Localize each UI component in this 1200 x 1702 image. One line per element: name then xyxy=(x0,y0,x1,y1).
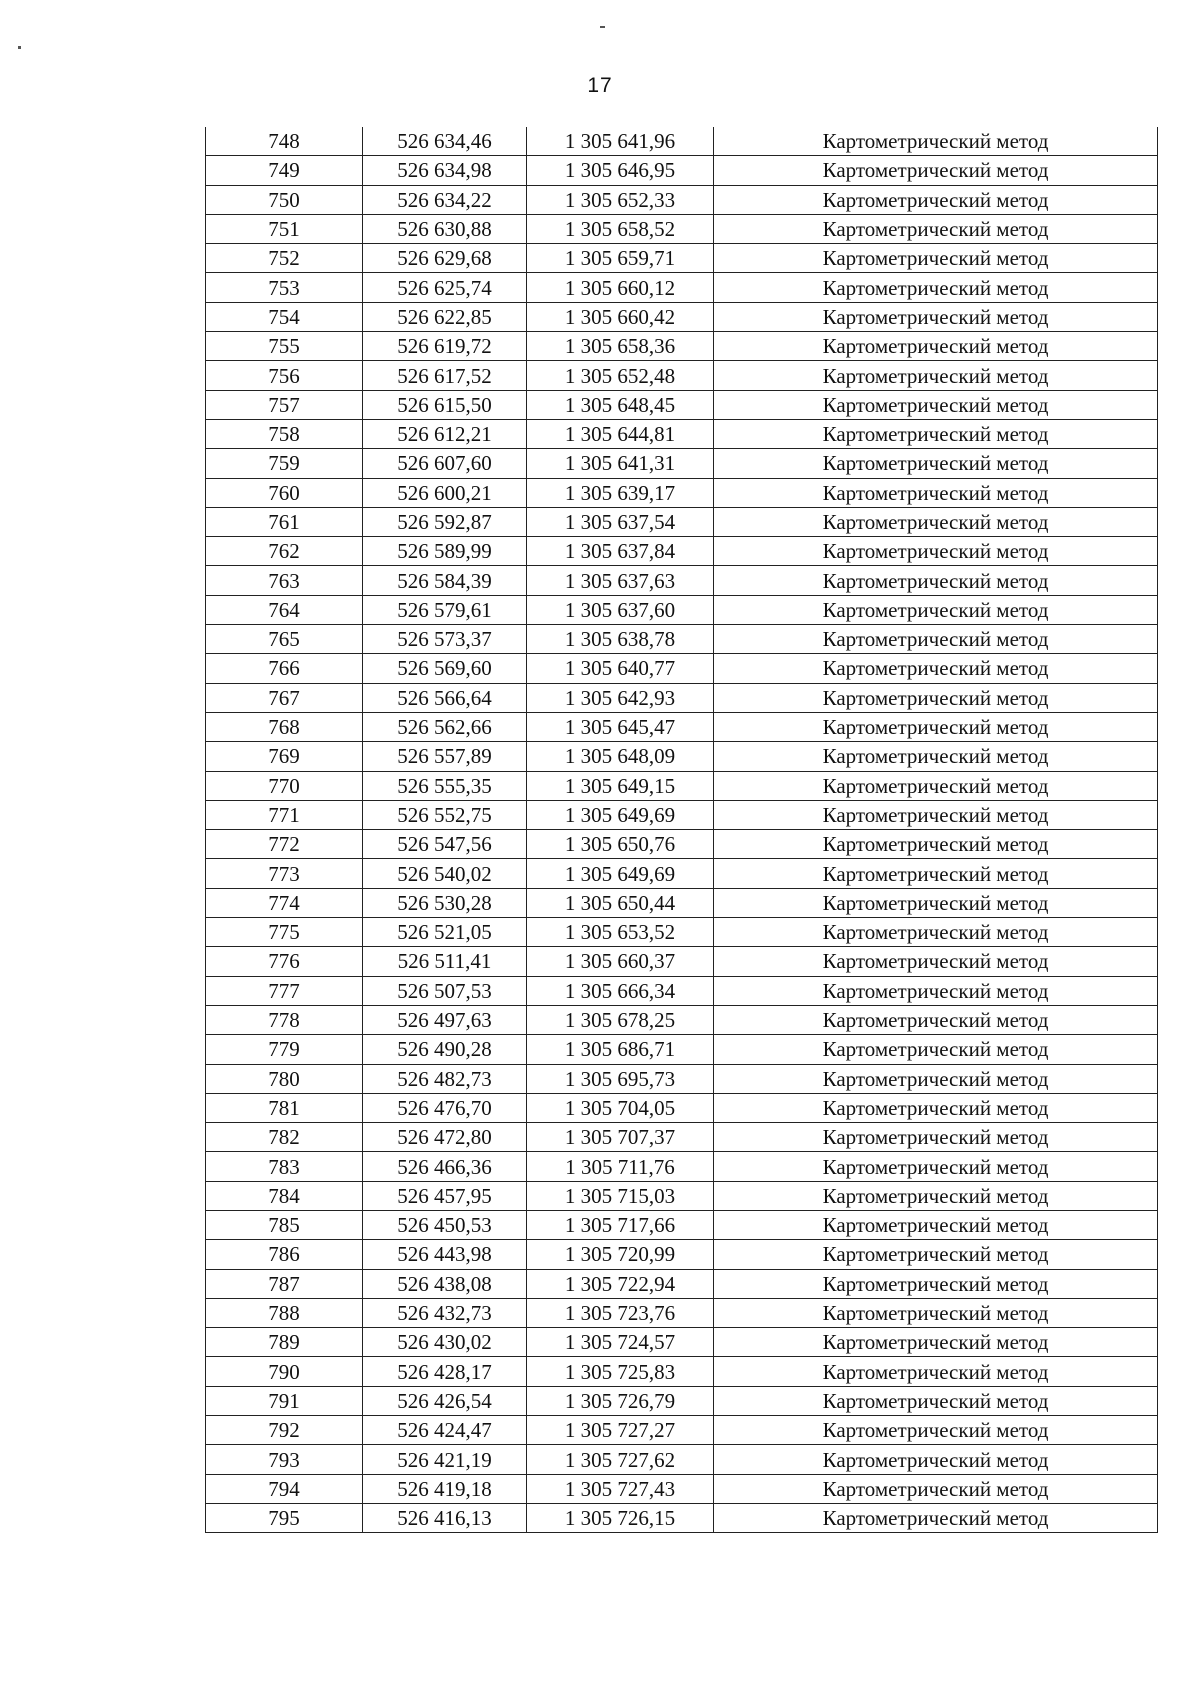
point-number-cell: 786 xyxy=(206,1240,363,1269)
x-coordinate-cell: 526 521,05 xyxy=(363,918,527,947)
table-row xyxy=(206,771,1158,800)
table-row xyxy=(206,1357,1158,1386)
method-cell: Картометрический метод xyxy=(714,976,1158,1005)
y-coordinate-cell: 1 305 658,52 xyxy=(527,214,714,243)
x-coordinate-cell: 526 592,87 xyxy=(363,507,527,536)
table-row xyxy=(206,1123,1158,1152)
method-cell: Картометрический метод xyxy=(714,1064,1158,1093)
method-cell: Картометрический метод xyxy=(714,771,1158,800)
y-coordinate-cell: 1 305 722,94 xyxy=(527,1269,714,1298)
y-coordinate-cell: 1 305 641,96 xyxy=(527,127,714,156)
method-cell: Картометрический метод xyxy=(714,127,1158,156)
x-coordinate-cell: 526 482,73 xyxy=(363,1064,527,1093)
table-row xyxy=(206,859,1158,888)
point-number-cell: 767 xyxy=(206,683,363,712)
coordinates-table xyxy=(205,127,1158,1533)
table-row xyxy=(206,830,1158,859)
y-coordinate-cell: 1 305 648,09 xyxy=(527,742,714,771)
point-number-cell: 779 xyxy=(206,1035,363,1064)
point-number-cell: 769 xyxy=(206,742,363,771)
x-coordinate-cell: 526 566,64 xyxy=(363,683,527,712)
point-number-cell: 783 xyxy=(206,1152,363,1181)
method-cell: Картометрический метод xyxy=(714,712,1158,741)
method-cell: Картометрический метод xyxy=(714,332,1158,361)
method-cell: Картометрический метод xyxy=(714,156,1158,185)
method-cell: Картометрический метод xyxy=(714,947,1158,976)
y-coordinate-cell: 1 305 724,57 xyxy=(527,1328,714,1357)
y-coordinate-cell: 1 305 686,71 xyxy=(527,1035,714,1064)
method-cell: Картометрический метод xyxy=(714,1503,1158,1532)
table-row xyxy=(206,1386,1158,1415)
table-row xyxy=(206,683,1158,712)
method-cell: Картометрический метод xyxy=(714,244,1158,273)
y-coordinate-cell: 1 305 637,60 xyxy=(527,595,714,624)
table-row xyxy=(206,507,1158,536)
method-cell: Картометрический метод xyxy=(714,918,1158,947)
method-cell: Картометрический метод xyxy=(714,1181,1158,1210)
point-number-cell: 795 xyxy=(206,1503,363,1532)
y-coordinate-cell: 1 305 639,17 xyxy=(527,478,714,507)
point-number-cell: 781 xyxy=(206,1093,363,1122)
x-coordinate-cell: 526 457,95 xyxy=(363,1181,527,1210)
point-number-cell: 752 xyxy=(206,244,363,273)
method-cell: Картометрический метод xyxy=(714,1035,1158,1064)
method-cell: Картометрический метод xyxy=(714,507,1158,536)
method-cell: Картометрический метод xyxy=(714,1416,1158,1445)
table-row xyxy=(206,947,1158,976)
y-coordinate-cell: 1 305 723,76 xyxy=(527,1298,714,1327)
point-number-cell: 754 xyxy=(206,302,363,331)
point-number-cell: 758 xyxy=(206,419,363,448)
y-coordinate-cell: 1 305 727,27 xyxy=(527,1416,714,1445)
y-coordinate-cell: 1 305 659,71 xyxy=(527,244,714,273)
x-coordinate-cell: 526 630,88 xyxy=(363,214,527,243)
x-coordinate-cell: 526 612,21 xyxy=(363,419,527,448)
table-row xyxy=(206,1093,1158,1122)
x-coordinate-cell: 526 622,85 xyxy=(363,302,527,331)
table-row xyxy=(206,742,1158,771)
y-coordinate-cell: 1 305 707,37 xyxy=(527,1123,714,1152)
method-cell: Картометрический метод xyxy=(714,361,1158,390)
method-cell: Картометрический метод xyxy=(714,419,1158,448)
table-row xyxy=(206,478,1158,507)
point-number-cell: 748 xyxy=(206,127,363,156)
y-coordinate-cell: 1 305 660,12 xyxy=(527,273,714,302)
point-number-cell: 764 xyxy=(206,595,363,624)
table-row xyxy=(206,244,1158,273)
x-coordinate-cell: 526 619,72 xyxy=(363,332,527,361)
point-number-cell: 753 xyxy=(206,273,363,302)
x-coordinate-cell: 526 634,46 xyxy=(363,127,527,156)
table-row xyxy=(206,712,1158,741)
point-number-cell: 759 xyxy=(206,449,363,478)
y-coordinate-cell: 1 305 695,73 xyxy=(527,1064,714,1093)
x-coordinate-cell: 526 472,80 xyxy=(363,1123,527,1152)
x-coordinate-cell: 526 562,66 xyxy=(363,712,527,741)
x-coordinate-cell: 526 466,36 xyxy=(363,1152,527,1181)
method-cell: Картометрический метод xyxy=(714,449,1158,478)
point-number-cell: 790 xyxy=(206,1357,363,1386)
page-number: 17 xyxy=(587,74,613,97)
x-coordinate-cell: 526 421,19 xyxy=(363,1445,527,1474)
method-cell: Картометрический метод xyxy=(714,683,1158,712)
y-coordinate-cell: 1 305 637,84 xyxy=(527,537,714,566)
point-number-cell: 794 xyxy=(206,1474,363,1503)
y-coordinate-cell: 1 305 649,69 xyxy=(527,859,714,888)
method-cell: Картометрический метод xyxy=(714,859,1158,888)
table-row xyxy=(206,1181,1158,1210)
point-number-cell: 776 xyxy=(206,947,363,976)
x-coordinate-cell: 526 617,52 xyxy=(363,361,527,390)
point-number-cell: 770 xyxy=(206,771,363,800)
table-row xyxy=(206,800,1158,829)
y-coordinate-cell: 1 305 720,99 xyxy=(527,1240,714,1269)
table-row xyxy=(206,1035,1158,1064)
y-coordinate-cell: 1 305 649,15 xyxy=(527,771,714,800)
method-cell: Картометрический метод xyxy=(714,800,1158,829)
method-cell: Картометрический метод xyxy=(714,595,1158,624)
method-cell: Картометрический метод xyxy=(714,390,1158,419)
scan-speck xyxy=(18,46,21,49)
point-number-cell: 750 xyxy=(206,185,363,214)
y-coordinate-cell: 1 305 660,37 xyxy=(527,947,714,976)
table-row xyxy=(206,1269,1158,1298)
coordinates-table-container xyxy=(205,127,1153,1533)
y-coordinate-cell: 1 305 653,52 xyxy=(527,918,714,947)
method-cell: Картометрический метод xyxy=(714,1386,1158,1415)
y-coordinate-cell: 1 305 646,95 xyxy=(527,156,714,185)
y-coordinate-cell: 1 305 711,76 xyxy=(527,1152,714,1181)
table-row xyxy=(206,1005,1158,1034)
point-number-cell: 763 xyxy=(206,566,363,595)
table-row xyxy=(206,654,1158,683)
x-coordinate-cell: 526 443,98 xyxy=(363,1240,527,1269)
point-number-cell: 757 xyxy=(206,390,363,419)
x-coordinate-cell: 526 607,60 xyxy=(363,449,527,478)
table-row xyxy=(206,273,1158,302)
point-number-cell: 755 xyxy=(206,332,363,361)
table-row xyxy=(206,625,1158,654)
point-number-cell: 791 xyxy=(206,1386,363,1415)
point-number-cell: 771 xyxy=(206,800,363,829)
y-coordinate-cell: 1 305 644,81 xyxy=(527,419,714,448)
x-coordinate-cell: 526 625,74 xyxy=(363,273,527,302)
x-coordinate-cell: 526 579,61 xyxy=(363,595,527,624)
table-row xyxy=(206,419,1158,448)
point-number-cell: 784 xyxy=(206,1181,363,1210)
x-coordinate-cell: 526 634,98 xyxy=(363,156,527,185)
x-coordinate-cell: 526 584,39 xyxy=(363,566,527,595)
x-coordinate-cell: 526 476,70 xyxy=(363,1093,527,1122)
table-row xyxy=(206,1445,1158,1474)
table-row xyxy=(206,595,1158,624)
x-coordinate-cell: 526 615,50 xyxy=(363,390,527,419)
point-number-cell: 760 xyxy=(206,478,363,507)
point-number-cell: 777 xyxy=(206,976,363,1005)
y-coordinate-cell: 1 305 649,69 xyxy=(527,800,714,829)
point-number-cell: 768 xyxy=(206,712,363,741)
table-row xyxy=(206,976,1158,1005)
point-number-cell: 772 xyxy=(206,830,363,859)
y-coordinate-cell: 1 305 658,36 xyxy=(527,332,714,361)
table-row xyxy=(206,449,1158,478)
x-coordinate-cell: 526 426,54 xyxy=(363,1386,527,1415)
method-cell: Картометрический метод xyxy=(714,888,1158,917)
method-cell: Картометрический метод xyxy=(714,566,1158,595)
x-coordinate-cell: 526 428,17 xyxy=(363,1357,527,1386)
method-cell: Картометрический метод xyxy=(714,302,1158,331)
point-number-cell: 774 xyxy=(206,888,363,917)
x-coordinate-cell: 526 573,37 xyxy=(363,625,527,654)
table-row xyxy=(206,1416,1158,1445)
table-row xyxy=(206,1210,1158,1239)
table-row xyxy=(206,1240,1158,1269)
method-cell: Картометрический метод xyxy=(714,185,1158,214)
x-coordinate-cell: 526 430,02 xyxy=(363,1328,527,1357)
scan-speck xyxy=(600,26,605,28)
point-number-cell: 785 xyxy=(206,1210,363,1239)
table-row xyxy=(206,1328,1158,1357)
y-coordinate-cell: 1 305 637,63 xyxy=(527,566,714,595)
x-coordinate-cell: 526 547,56 xyxy=(363,830,527,859)
y-coordinate-cell: 1 305 650,44 xyxy=(527,888,714,917)
table-row xyxy=(206,1152,1158,1181)
y-coordinate-cell: 1 305 727,43 xyxy=(527,1474,714,1503)
point-number-cell: 788 xyxy=(206,1298,363,1327)
point-number-cell: 749 xyxy=(206,156,363,185)
method-cell: Картометрический метод xyxy=(714,1123,1158,1152)
point-number-cell: 775 xyxy=(206,918,363,947)
method-cell: Картометрический метод xyxy=(714,1152,1158,1181)
point-number-cell: 761 xyxy=(206,507,363,536)
method-cell: Картометрический метод xyxy=(714,742,1158,771)
method-cell: Картометрический метод xyxy=(714,625,1158,654)
method-cell: Картометрический метод xyxy=(714,1093,1158,1122)
x-coordinate-cell: 526 416,13 xyxy=(363,1503,527,1532)
x-coordinate-cell: 526 490,28 xyxy=(363,1035,527,1064)
table-row xyxy=(206,918,1158,947)
x-coordinate-cell: 526 432,73 xyxy=(363,1298,527,1327)
y-coordinate-cell: 1 305 678,25 xyxy=(527,1005,714,1034)
method-cell: Картометрический метод xyxy=(714,1474,1158,1503)
table-row xyxy=(206,127,1158,156)
x-coordinate-cell: 526 497,63 xyxy=(363,1005,527,1034)
coordinates-table-body xyxy=(206,127,1158,1533)
x-coordinate-cell: 526 438,08 xyxy=(363,1269,527,1298)
x-coordinate-cell: 526 552,75 xyxy=(363,800,527,829)
x-coordinate-cell: 526 511,41 xyxy=(363,947,527,976)
method-cell: Картометрический метод xyxy=(714,1357,1158,1386)
table-row xyxy=(206,1064,1158,1093)
table-row xyxy=(206,185,1158,214)
table-row xyxy=(206,214,1158,243)
x-coordinate-cell: 526 629,68 xyxy=(363,244,527,273)
y-coordinate-cell: 1 305 727,62 xyxy=(527,1445,714,1474)
x-coordinate-cell: 526 555,35 xyxy=(363,771,527,800)
y-coordinate-cell: 1 305 652,48 xyxy=(527,361,714,390)
x-coordinate-cell: 526 424,47 xyxy=(363,1416,527,1445)
x-coordinate-cell: 526 557,89 xyxy=(363,742,527,771)
point-number-cell: 782 xyxy=(206,1123,363,1152)
table-row xyxy=(206,1298,1158,1327)
point-number-cell: 762 xyxy=(206,537,363,566)
y-coordinate-cell: 1 305 652,33 xyxy=(527,185,714,214)
x-coordinate-cell: 526 589,99 xyxy=(363,537,527,566)
method-cell: Картометрический метод xyxy=(714,830,1158,859)
y-coordinate-cell: 1 305 725,83 xyxy=(527,1357,714,1386)
point-number-cell: 792 xyxy=(206,1416,363,1445)
method-cell: Картометрический метод xyxy=(714,1328,1158,1357)
x-coordinate-cell: 526 600,21 xyxy=(363,478,527,507)
point-number-cell: 756 xyxy=(206,361,363,390)
table-row xyxy=(206,302,1158,331)
y-coordinate-cell: 1 305 648,45 xyxy=(527,390,714,419)
method-cell: Картометрический метод xyxy=(714,537,1158,566)
table-row xyxy=(206,156,1158,185)
y-coordinate-cell: 1 305 726,15 xyxy=(527,1503,714,1532)
x-coordinate-cell: 526 450,53 xyxy=(363,1210,527,1239)
x-coordinate-cell: 526 530,28 xyxy=(363,888,527,917)
point-number-cell: 773 xyxy=(206,859,363,888)
y-coordinate-cell: 1 305 642,93 xyxy=(527,683,714,712)
x-coordinate-cell: 526 419,18 xyxy=(363,1474,527,1503)
method-cell: Картометрический метод xyxy=(714,214,1158,243)
table-row xyxy=(206,390,1158,419)
point-number-cell: 778 xyxy=(206,1005,363,1034)
y-coordinate-cell: 1 305 660,42 xyxy=(527,302,714,331)
point-number-cell: 793 xyxy=(206,1445,363,1474)
method-cell: Картометрический метод xyxy=(714,1445,1158,1474)
y-coordinate-cell: 1 305 726,79 xyxy=(527,1386,714,1415)
method-cell: Картометрический метод xyxy=(714,1210,1158,1239)
method-cell: Картометрический метод xyxy=(714,1240,1158,1269)
method-cell: Картометрический метод xyxy=(714,1298,1158,1327)
table-row xyxy=(206,566,1158,595)
y-coordinate-cell: 1 305 637,54 xyxy=(527,507,714,536)
y-coordinate-cell: 1 305 641,31 xyxy=(527,449,714,478)
y-coordinate-cell: 1 305 666,34 xyxy=(527,976,714,1005)
table-row xyxy=(206,1474,1158,1503)
table-row xyxy=(206,1503,1158,1532)
point-number-cell: 765 xyxy=(206,625,363,654)
x-coordinate-cell: 526 634,22 xyxy=(363,185,527,214)
point-number-cell: 789 xyxy=(206,1328,363,1357)
x-coordinate-cell: 526 540,02 xyxy=(363,859,527,888)
point-number-cell: 751 xyxy=(206,214,363,243)
method-cell: Картометрический метод xyxy=(714,273,1158,302)
table-row xyxy=(206,361,1158,390)
y-coordinate-cell: 1 305 717,66 xyxy=(527,1210,714,1239)
x-coordinate-cell: 526 507,53 xyxy=(363,976,527,1005)
y-coordinate-cell: 1 305 650,76 xyxy=(527,830,714,859)
point-number-cell: 780 xyxy=(206,1064,363,1093)
y-coordinate-cell: 1 305 640,77 xyxy=(527,654,714,683)
x-coordinate-cell: 526 569,60 xyxy=(363,654,527,683)
method-cell: Картометрический метод xyxy=(714,478,1158,507)
method-cell: Картометрический метод xyxy=(714,1005,1158,1034)
y-coordinate-cell: 1 305 645,47 xyxy=(527,712,714,741)
table-row xyxy=(206,332,1158,361)
y-coordinate-cell: 1 305 715,03 xyxy=(527,1181,714,1210)
method-cell: Картометрический метод xyxy=(714,1269,1158,1298)
y-coordinate-cell: 1 305 638,78 xyxy=(527,625,714,654)
table-row xyxy=(206,537,1158,566)
point-number-cell: 787 xyxy=(206,1269,363,1298)
table-row xyxy=(206,888,1158,917)
point-number-cell: 766 xyxy=(206,654,363,683)
y-coordinate-cell: 1 305 704,05 xyxy=(527,1093,714,1122)
method-cell: Картометрический метод xyxy=(714,654,1158,683)
